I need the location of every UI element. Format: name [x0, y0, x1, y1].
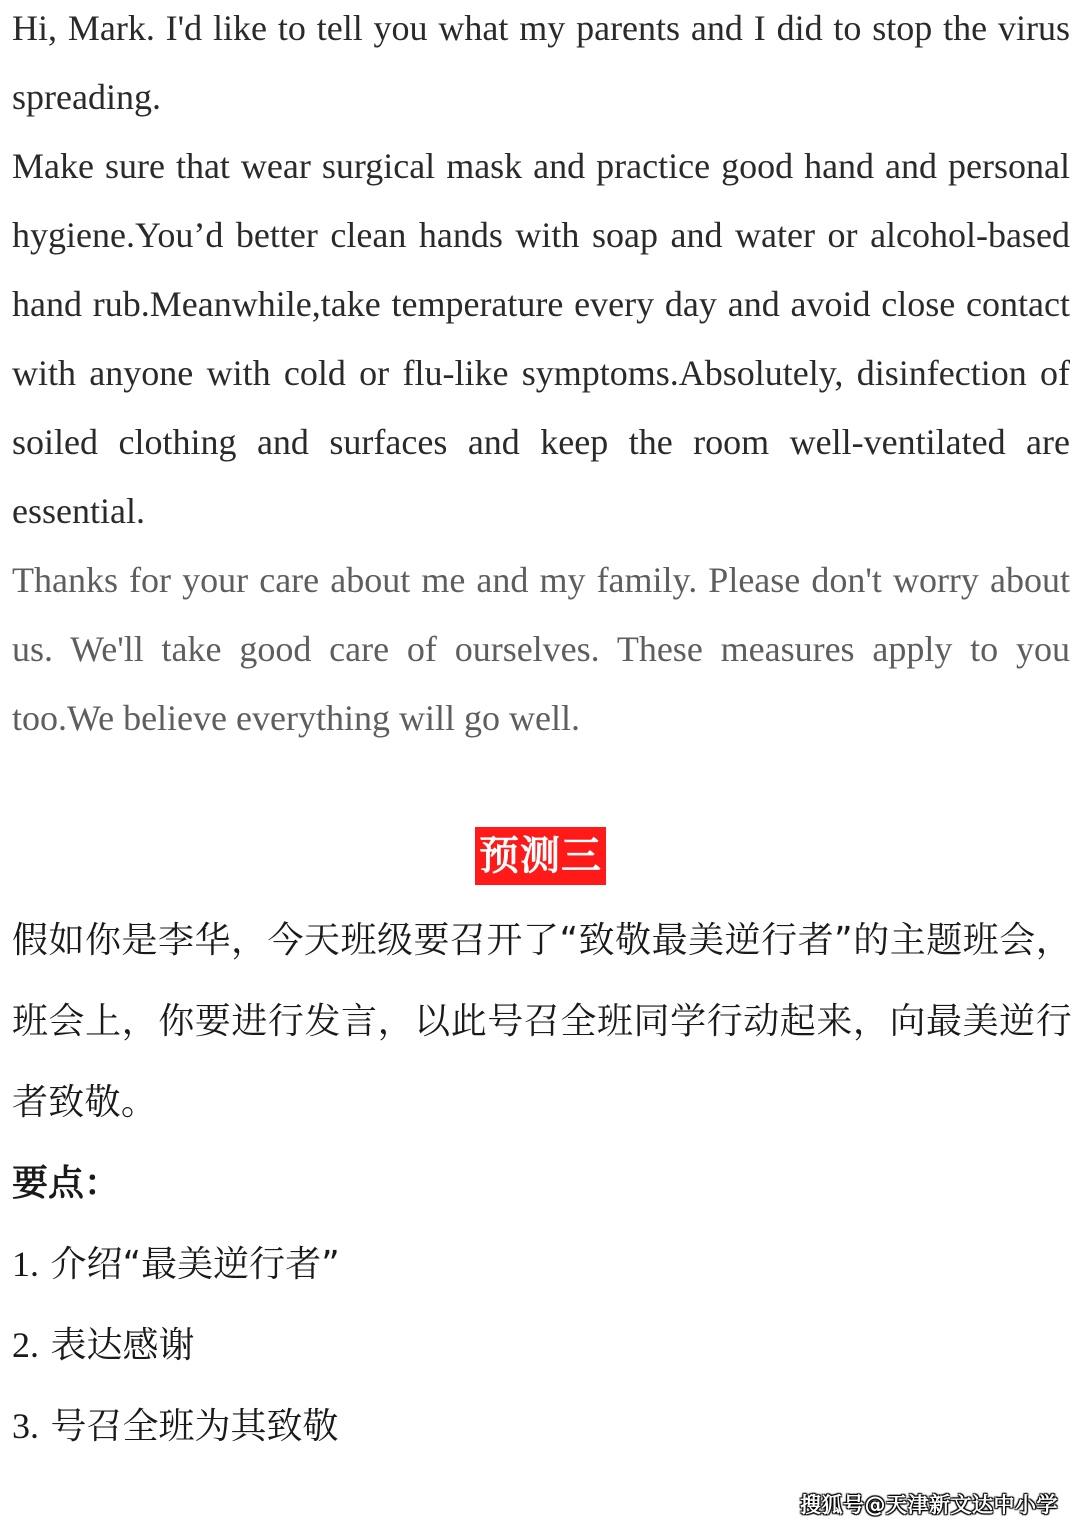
point-item: [12, 1224, 1072, 1305]
writing-task: [12, 900, 1072, 1467]
point-item: [12, 1305, 1072, 1386]
point-text: 号召全班为其致敬: [50, 1406, 339, 1447]
task-prompt: 假如你是李华，今天班级要召开了“致敬最美逆行者”的主题班会，班会上，你要进行发言，以此号召全班同学行动起来，向最美逆行者致敬。: [12, 920, 1072, 1123]
point-text: 介绍“最美逆行者”: [50, 1244, 340, 1285]
english-letter: [12, 0, 1070, 753]
point-number: 2.: [12, 1325, 39, 1365]
letter-body: Make sure that wear surgical mask and practice good hand and personal hygiene.You’d better clean hands with soap and water or alcohol-based hand rub.Meanwhile,take temperature every day and avoid close contact with anyone with cold or flu-like symptoms.Absolutely, disinfection of soiled clothing and surfaces and keep the room well-ventilated are essential.: [12, 146, 1070, 531]
point-item: [12, 1386, 1072, 1467]
points-title: 要点：: [12, 1163, 121, 1204]
point-number: 1.: [12, 1244, 39, 1284]
section-badge: 预测三: [475, 827, 606, 885]
letter-greeting: Hi, Mark. I'd like to tell you what my parents and I did to stop the virus spreading.: [12, 8, 1070, 117]
point-number: 3.: [12, 1406, 39, 1446]
letter-closing: Thanks for your care about me and my family. Please don't worry about us. We'll take good care of ourselves. These measures apply to you too.We believe everything will go well.: [12, 560, 1070, 738]
watermark: 搜狐号@天津新文达中小学: [800, 1493, 1058, 1517]
point-text: 表达感谢: [50, 1325, 195, 1366]
